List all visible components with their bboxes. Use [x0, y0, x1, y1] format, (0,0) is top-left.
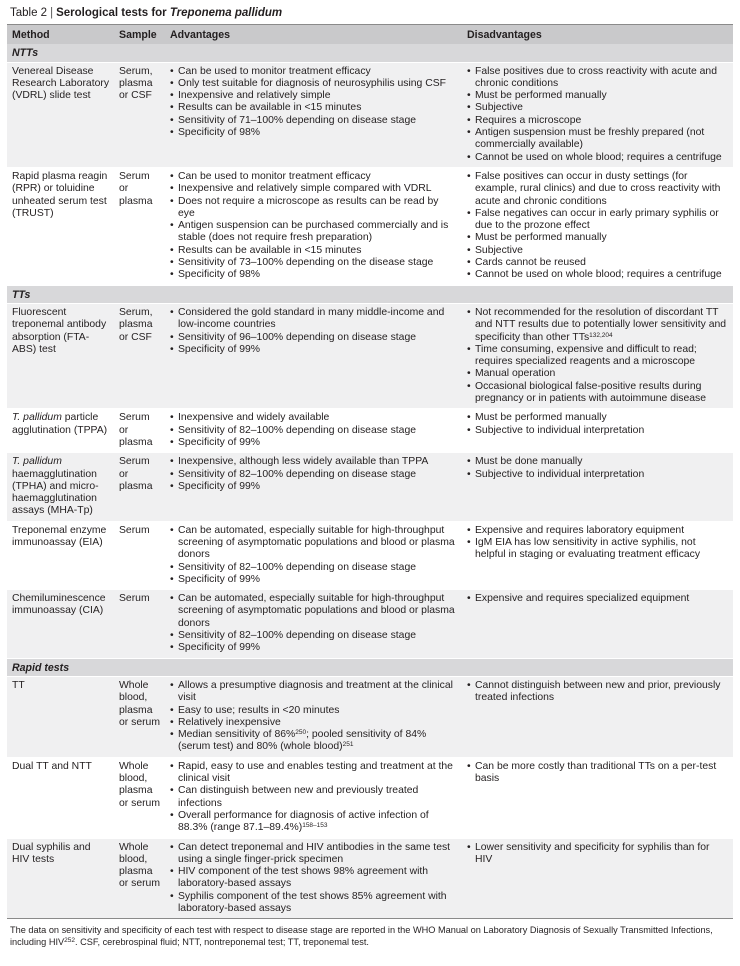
sample-cell: Whole blood, plasma or serum — [114, 838, 165, 918]
table-row — [7, 62, 733, 167]
advantages-list — [170, 412, 458, 449]
method-organism: T. pallidum — [12, 456, 62, 468]
list-item: • Specificity of 99% — [170, 481, 458, 493]
header-disadvantages: Disadvantages — [462, 25, 733, 44]
disadvantages-cell — [462, 590, 733, 658]
list-item: • Inexpensive and relatively simple compared with VDRL — [170, 183, 458, 195]
table-title — [56, 7, 282, 19]
list-item: • Can be more costly than traditional TTs on a per-test basis — [467, 761, 729, 786]
advantages-cell — [165, 838, 462, 918]
table-figure — [7, 0, 733, 948]
advantages-cell — [165, 62, 462, 167]
advantages-cell — [165, 453, 462, 521]
group-row — [7, 44, 733, 62]
disadvantages-list — [467, 593, 729, 605]
advantages-list — [170, 593, 458, 654]
caption-separator: | — [50, 7, 54, 19]
list-item: • False positives can occur in dusty settings (for example, rural clinics) and due to cross reactivity with acute and chronic conditions — [467, 171, 729, 208]
table-row — [7, 838, 733, 918]
header-row — [7, 25, 733, 44]
group-label: NTTs — [7, 44, 733, 62]
list-item: • Specificity of 99% — [170, 437, 458, 449]
sample-cell: Whole blood, plasma or serum — [114, 676, 165, 757]
header-method: Method — [7, 25, 114, 44]
advantages-list — [170, 307, 458, 356]
advantages-list — [170, 680, 458, 754]
advantages-cell — [165, 757, 462, 838]
list-item: • Subjective — [467, 102, 729, 114]
advantages-cell — [165, 676, 462, 757]
table-row — [7, 590, 733, 658]
sample-cell: Whole blood, plasma or serum — [114, 757, 165, 838]
method-name: Rapid plasma reagin (RPR) or toluidine unheated serum test (TRUST) — [12, 170, 108, 219]
method-organism: T. pallidum — [12, 412, 62, 424]
list-item: • Must be performed manually — [467, 90, 729, 102]
disadvantages-list — [467, 412, 729, 437]
list-item: • Specificity of 98% — [170, 269, 458, 281]
sample-cell: Serum — [114, 521, 165, 589]
list-item: • Specificity of 98% — [170, 127, 458, 139]
list-item: • Cards cannot be reused — [467, 257, 729, 269]
table-caption — [7, 5, 733, 25]
method-cell — [7, 757, 114, 838]
disadvantages-list — [467, 842, 729, 867]
list-item: • Only test suitable for diagnosis of neurosyphilis using CSF — [170, 78, 458, 90]
method-cell — [7, 521, 114, 589]
disadvantages-cell — [462, 453, 733, 521]
method-name: Dual syphilis and HIV tests — [12, 841, 91, 865]
list-item: • Considered the gold standard in many middle-income and low-income countries — [170, 307, 458, 332]
group-row — [7, 285, 733, 303]
list-item: • Syphilis component of the test shows 85% agreement with laboratory-based assays — [170, 891, 458, 916]
list-item: • Results can be available in <15 minutes — [170, 102, 458, 114]
method-name: Dual TT and NTT — [12, 760, 92, 772]
list-item: • Can distinguish between new and previously treated infections — [170, 785, 458, 810]
method-cell — [7, 676, 114, 757]
list-item: • Results can be available in <15 minutes — [170, 245, 458, 257]
method-cell — [7, 62, 114, 167]
sample-cell: Serum — [114, 590, 165, 658]
list-item: • Cannot be used on whole blood; requires a centrifuge — [467, 152, 729, 164]
group-label: TTs — [7, 285, 733, 303]
table-row — [7, 303, 733, 408]
list-item: • Does not require a microscope as results can be read by eye — [170, 196, 458, 221]
list-item: • Cannot distinguish between new and prior, previously treated infections — [467, 680, 729, 705]
table-label: Table 2 — [10, 7, 48, 19]
advantages-list — [170, 761, 458, 835]
advantages-list — [170, 66, 458, 140]
list-item: • Sensitivity of 82–100% depending on disease stage — [170, 469, 458, 481]
list-item: • Specificity of 99% — [170, 642, 458, 654]
advantages-list — [170, 842, 458, 916]
list-item: • Antigen suspension can be purchased commercially and is stable (does not require fresh preparation) — [170, 220, 458, 245]
header-sample: Sample — [114, 25, 165, 44]
advantages-cell — [165, 590, 462, 658]
table-row — [7, 167, 733, 285]
disadvantages-list — [467, 680, 729, 705]
disadvantages-list — [467, 307, 729, 405]
list-item: • Must be performed manually — [467, 412, 729, 424]
method-name: TT — [12, 679, 25, 691]
advantages-list — [170, 525, 458, 586]
list-item: • Manual operation — [467, 368, 729, 380]
method-cell — [7, 409, 114, 453]
disadvantages-list — [467, 66, 729, 164]
list-item: • Must be performed manually — [467, 232, 729, 244]
list-item: • Time consuming, expensive and difficult to read; requires specialized reagents and a microscope — [467, 344, 729, 369]
method-cell — [7, 590, 114, 658]
list-item: • Inexpensive, although less widely available than TPPA — [170, 456, 458, 468]
method-name: Fluorescent treponemal antibody absorption (FTA-ABS) test — [12, 306, 107, 355]
sample-cell: Serum or plasma — [114, 409, 165, 453]
list-item: • Can be automated, especially suitable for high-throughput screening of asymptomatic populations and blood or plasma donors — [170, 525, 458, 562]
table-row — [7, 676, 733, 757]
method-name: haemagglutination (TPHA) and micro-haemagglutination assays (MHA-Tp) — [12, 468, 99, 517]
list-item: • Easy to use; results in <20 minutes — [170, 705, 458, 717]
method-cell — [7, 167, 114, 285]
advantages-list — [170, 456, 458, 493]
list-item: • False positives due to cross reactivity with acute and chronic conditions — [467, 66, 729, 91]
method-cell — [7, 303, 114, 408]
list-item: • HIV component of the test shows 98% agreement with laboratory-based assays — [170, 866, 458, 891]
list-item: • Lower sensitivity and specificity for syphilis than for HIV — [467, 842, 729, 867]
method-cell — [7, 453, 114, 521]
table-row — [7, 521, 733, 589]
sample-cell: Serum or plasma — [114, 167, 165, 285]
list-item: • Overall performance for diagnosis of active infection of 88.3% (range 87.1–89.4%)$^{158-153}$ — [170, 810, 458, 835]
list-item: • Relatively inexpensive — [170, 717, 458, 729]
table-title-text: Serological tests for — [56, 7, 170, 19]
method-name: Venereal Disease Research Laboratory (VDRL) slide test — [12, 65, 110, 102]
list-item: • Can be used to monitor treatment efficacy — [170, 171, 458, 183]
list-item: • Rapid, easy to use and enables testing and treatment at the clinical visit — [170, 761, 458, 786]
disadvantages-list — [467, 171, 729, 282]
list-item: • Not recommended for the resolution of discordant TT and NTT results due to potentially lower sensitivity and specificity than other TTs$^{132,204}$ — [467, 307, 729, 344]
disadvantages-cell — [462, 838, 733, 918]
disadvantages-cell — [462, 62, 733, 167]
list-item: • Requires a microscope — [467, 115, 729, 127]
list-item: • Sensitivity of 96–100% depending on disease stage — [170, 332, 458, 344]
list-item: • Occasional biological false-positive results during pregnancy or in patients with autoimmune disease — [467, 381, 729, 406]
disadvantages-list — [467, 456, 729, 481]
group-row — [7, 658, 733, 676]
list-item: • Expensive and requires specialized equipment — [467, 593, 729, 605]
list-item: • Specificity of 99% — [170, 344, 458, 356]
group-label: Rapid tests — [7, 658, 733, 676]
list-item: • Sensitivity of 82–100% depending on disease stage — [170, 562, 458, 574]
table-row — [7, 757, 733, 838]
disadvantages-list — [467, 525, 729, 562]
disadvantages-cell — [462, 676, 733, 757]
table-footnote: The data on sensitivity and specificity of each test with respect to disease stage are reported in the WHO Manual on Laboratory Diagnosis of Sexually Transmitted Infections, including HIV$^{252}$. CSF, cerebrospinal fluid; NTT, nontreponemal test; TT, treponemal test. — [7, 918, 733, 948]
method-name: Chemiluminescence immunoassay (CIA) — [12, 593, 106, 617]
disadvantages-cell — [462, 757, 733, 838]
list-item: • Antigen suspension must be freshly prepared (not commercially available) — [467, 127, 729, 152]
table-row — [7, 409, 733, 453]
list-item: • Subjective — [467, 245, 729, 257]
list-item: • Median sensitivity of 86%$^{250}$; pooled sensitivity of 84% (serum test) and 80% (whole blood)$^{251}$ — [170, 729, 458, 754]
list-item: • Can detect treponemal and HIV antibodies in the same test using a single finger-prick specimen — [170, 842, 458, 867]
method-name: particle agglutination (TPPA) — [12, 412, 108, 436]
list-item: • Inexpensive and relatively simple — [170, 90, 458, 102]
list-item: • Cannot be used on whole blood; requires a centrifuge — [467, 269, 729, 281]
list-item: • Sensitivity of 73–100% depending on the disease stage — [170, 257, 458, 269]
sample-cell: Serum, plasma or CSF — [114, 62, 165, 167]
list-item: • Specificity of 99% — [170, 574, 458, 586]
advantages-cell — [165, 521, 462, 589]
list-item: • Inexpensive and widely available — [170, 412, 458, 424]
table-body — [7, 44, 733, 918]
advantages-cell — [165, 167, 462, 285]
list-item: • Sensitivity of 82–100% depending on disease stage — [170, 425, 458, 437]
disadvantages-cell — [462, 167, 733, 285]
advantages-cell — [165, 303, 462, 408]
list-item: • Sensitivity of 82–100% depending on disease stage — [170, 630, 458, 642]
list-item: • Subjective to individual interpretation — [467, 469, 729, 481]
advantages-list — [170, 171, 458, 282]
disadvantages-cell — [462, 303, 733, 408]
list-item: • Must be done manually — [467, 456, 729, 468]
disadvantages-list — [467, 761, 729, 786]
list-item: • Can be automated, especially suitable for high-throughput screening of asymptomatic populations and blood or plasma donors — [170, 593, 458, 630]
serological-tests-table — [7, 25, 733, 918]
list-item: • Expensive and requires laboratory equipment — [467, 525, 729, 537]
method-cell — [7, 838, 114, 918]
list-item: • Can be used to monitor treatment efficacy — [170, 66, 458, 78]
list-item: • Sensitivity of 71–100% depending on disease stage — [170, 115, 458, 127]
method-name: Treponemal enzyme immunoassay (EIA) — [12, 524, 107, 548]
list-item: • False negatives can occur in early primary syphilis or due to the prozone effect — [467, 208, 729, 233]
header-advantages: Advantages — [165, 25, 462, 44]
list-item: • IgM EIA has low sensitivity in active syphilis, not helpful in staging or evaluating treatment efficacy — [467, 537, 729, 562]
table-row — [7, 453, 733, 521]
disadvantages-cell — [462, 521, 733, 589]
sample-cell: Serum, plasma or CSF — [114, 303, 165, 408]
advantages-cell — [165, 409, 462, 453]
sample-cell: Serum or plasma — [114, 453, 165, 521]
list-item: • Subjective to individual interpretation — [467, 425, 729, 437]
table-title-organism: Treponema pallidum — [169, 7, 283, 19]
disadvantages-cell — [462, 409, 733, 453]
list-item: • Allows a presumptive diagnosis and treatment at the clinical visit — [170, 680, 458, 705]
